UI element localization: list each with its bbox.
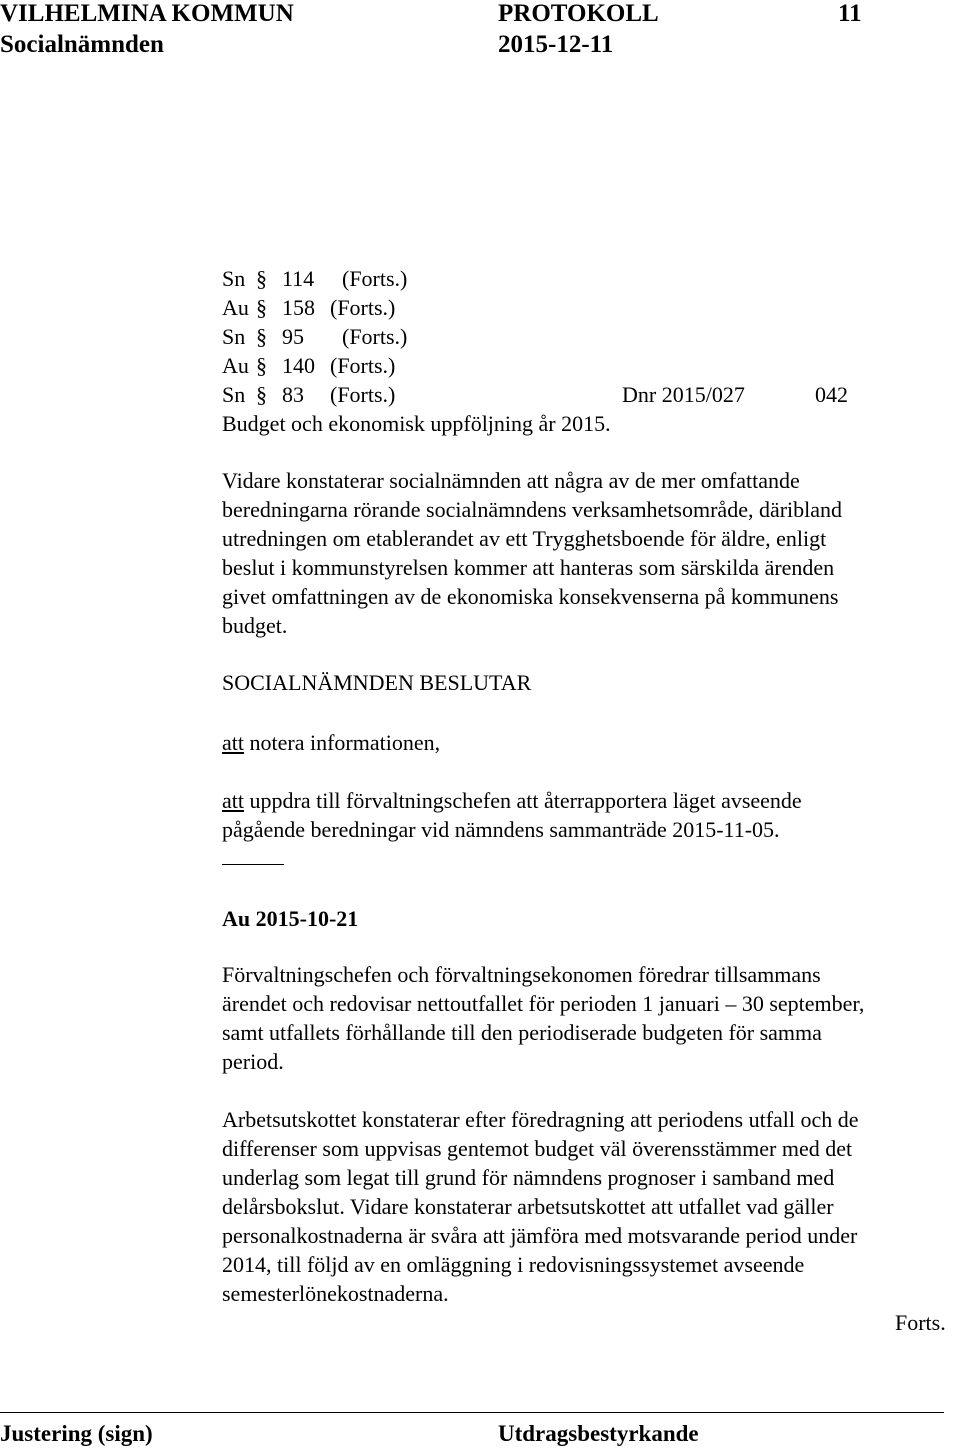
au-heading: Au 2015-10-21: [222, 906, 359, 931]
case-title: Budget och ekonomisk uppföljning år 2015.: [222, 411, 611, 436]
meeting-date: 2015-12-11: [498, 31, 614, 58]
reference-item: Sn § 83 (Forts.): [222, 382, 396, 407]
document-type: PROTOKOLL: [498, 0, 659, 27]
page-number: 11: [838, 0, 862, 27]
extract-certification-label: Utdragsbestyrkande: [498, 1421, 699, 1446]
committee-name: Socialnämnden: [0, 31, 164, 58]
reference-item: Au § 140 (Forts.): [222, 353, 396, 378]
au-paragraph-1: Förvaltningschefen och förvaltningsekonomen föredrar tillsammans ärendet och redovisar nettoutfallet för perioden 1 januari – 30 september, samt utfallets förhållande till den periodiserade budgeten för samma period.: [222, 962, 865, 1074]
au-paragraph-2: Arbetsutskottet konstaterar efter föredragning att periodens utfall och de differenser som uppvisas gentemot budget väl överensstämmer med det underlag som legat till grund för nämndens prognoser i samband med delårsbokslut. Vidare konstaterar arbetsutskottet att utfallet vad gäller personalkostnaderna är svåra att jämföra med motsvarande period under 2014, till följd av en omläggning i redovisningssystemet avseende semesterlönekostnaderna.: [222, 1107, 859, 1306]
section-divider: [222, 864, 284, 865]
reference-item: Sn § 95 (Forts.): [222, 324, 408, 349]
diary-number: Dnr 2015/027: [622, 382, 745, 407]
decision-item: att uppdra till förvaltningschefen att återrapportera läget avseende pågående beredningar vid nämndens sammanträde 2015-11-05.: [222, 788, 802, 842]
reference-item: Au § 158 (Forts.): [222, 295, 396, 320]
diary-code: 042: [815, 382, 848, 407]
footer-divider: [0, 1412, 944, 1413]
continued-marker: Forts.: [895, 1310, 946, 1335]
municipality-name: VILHELMINA KOMMUN: [0, 0, 294, 27]
signature-label: Justering (sign): [0, 1421, 153, 1446]
decision-heading: SOCIALNÄMNDEN BESLUTAR: [222, 670, 532, 695]
intro-paragraph: Vidare konstaterar socialnämnden att några av de mer omfattande beredningarna rörande socialnämndens verksamhetsområde, däribland utredningen om etablerandet av ett Trygghetsboende för äldre, enligt beslut i kommunstyrelsen kommer att hanteras som särskilda ärenden givet omfattningen av de ekonomiska konsekvenserna på kommunens budget.: [222, 468, 843, 638]
reference-list: [222, 264, 611, 438]
reference-item: Sn § 114 (Forts.): [222, 266, 408, 291]
decision-item: att notera informationen,: [222, 730, 441, 755]
